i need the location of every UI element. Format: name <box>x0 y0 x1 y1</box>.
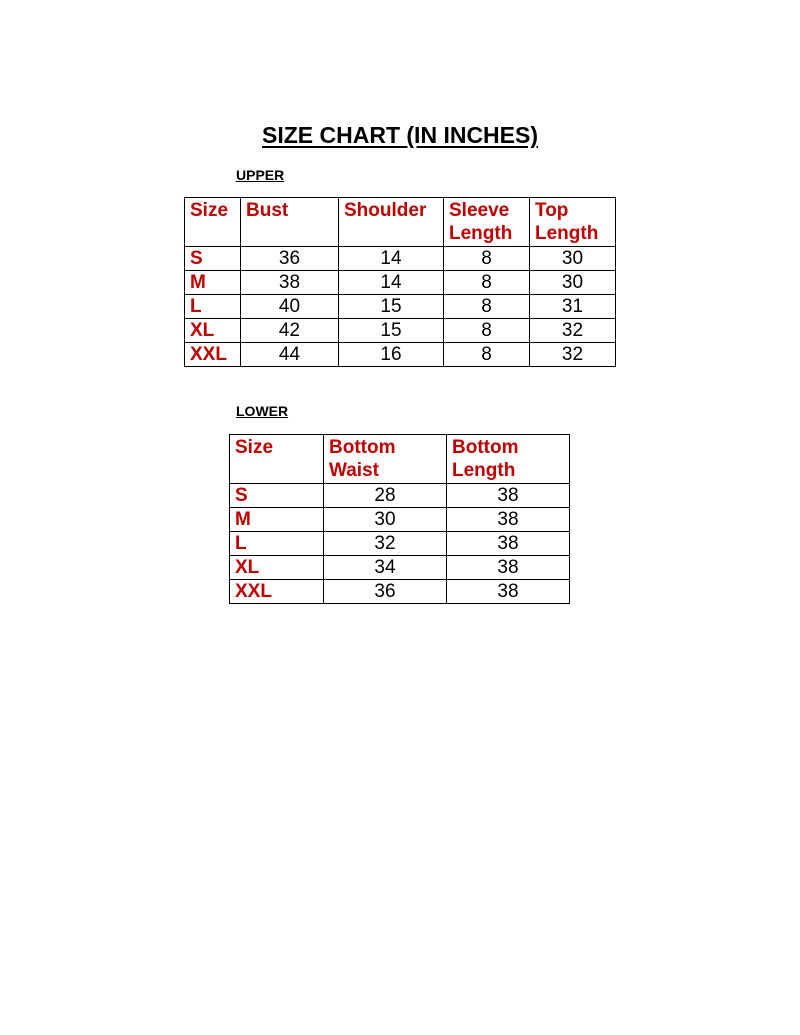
sleeve-length-value: 8 <box>444 271 530 295</box>
lower-section-label: LOWER <box>236 403 289 419</box>
top-length-value: 32 <box>530 343 616 367</box>
lower-header-bottom-length: Bottom Length <box>447 435 570 484</box>
shoulder-value: 15 <box>339 319 444 343</box>
sleeve-length-value: 8 <box>444 295 530 319</box>
upper-header-shoulder: Shoulder <box>339 198 444 247</box>
top-length-value: 32 <box>530 319 616 343</box>
upper-header-size: Size <box>185 198 241 247</box>
size-label: XXL <box>185 343 241 367</box>
table-row <box>185 343 616 367</box>
table-row <box>230 580 570 604</box>
size-label: M <box>185 271 241 295</box>
sleeve-length-value: 8 <box>444 247 530 271</box>
top-length-value: 30 <box>530 247 616 271</box>
shoulder-value: 14 <box>339 247 444 271</box>
size-label: M <box>230 508 324 532</box>
size-label: L <box>230 532 324 556</box>
size-label: XL <box>230 556 324 580</box>
size-label: S <box>185 247 241 271</box>
lower-header-size: Size <box>230 435 324 484</box>
sleeve-length-value: 8 <box>444 343 530 367</box>
upper-header-bust: Bust <box>241 198 339 247</box>
table-row <box>185 271 616 295</box>
bottom-length-value: 38 <box>447 508 570 532</box>
bottom-length-value: 38 <box>447 556 570 580</box>
table-row <box>230 532 570 556</box>
size-label: XL <box>185 319 241 343</box>
top-length-value: 31 <box>530 295 616 319</box>
bust-value: 44 <box>241 343 339 367</box>
upper-header-top-length: Top Length <box>530 198 616 247</box>
bottom-length-value: 38 <box>447 484 570 508</box>
table-row <box>185 295 616 319</box>
bottom-waist-value: 30 <box>324 508 447 532</box>
table-row <box>230 484 570 508</box>
bust-value: 38 <box>241 271 339 295</box>
bust-value: 40 <box>241 295 339 319</box>
bust-value: 42 <box>241 319 339 343</box>
lower-header-bottom-waist: Bottom Waist <box>324 435 447 484</box>
size-label: L <box>185 295 241 319</box>
bottom-waist-value: 28 <box>324 484 447 508</box>
lower-header-row <box>230 435 570 484</box>
bust-value: 36 <box>241 247 339 271</box>
upper-section-label: UPPER <box>236 167 285 183</box>
size-label: XXL <box>230 580 324 604</box>
upper-header-row <box>185 198 616 247</box>
bottom-length-value: 38 <box>447 532 570 556</box>
bottom-waist-value: 36 <box>324 580 447 604</box>
bottom-waist-value: 32 <box>324 532 447 556</box>
bottom-length-value: 38 <box>447 580 570 604</box>
shoulder-value: 15 <box>339 295 444 319</box>
lower-size-table <box>229 434 570 604</box>
top-length-value: 30 <box>530 271 616 295</box>
table-row <box>230 508 570 532</box>
shoulder-value: 16 <box>339 343 444 367</box>
table-row <box>230 556 570 580</box>
upper-size-table <box>184 197 616 367</box>
table-row <box>185 319 616 343</box>
sleeve-length-value: 8 <box>444 319 530 343</box>
table-row <box>185 247 616 271</box>
bottom-waist-value: 34 <box>324 556 447 580</box>
shoulder-value: 14 <box>339 271 444 295</box>
upper-header-sleeve-length: Sleeve Length <box>444 198 530 247</box>
page-title: SIZE CHART (IN INCHES) <box>262 122 538 148</box>
size-label: S <box>230 484 324 508</box>
